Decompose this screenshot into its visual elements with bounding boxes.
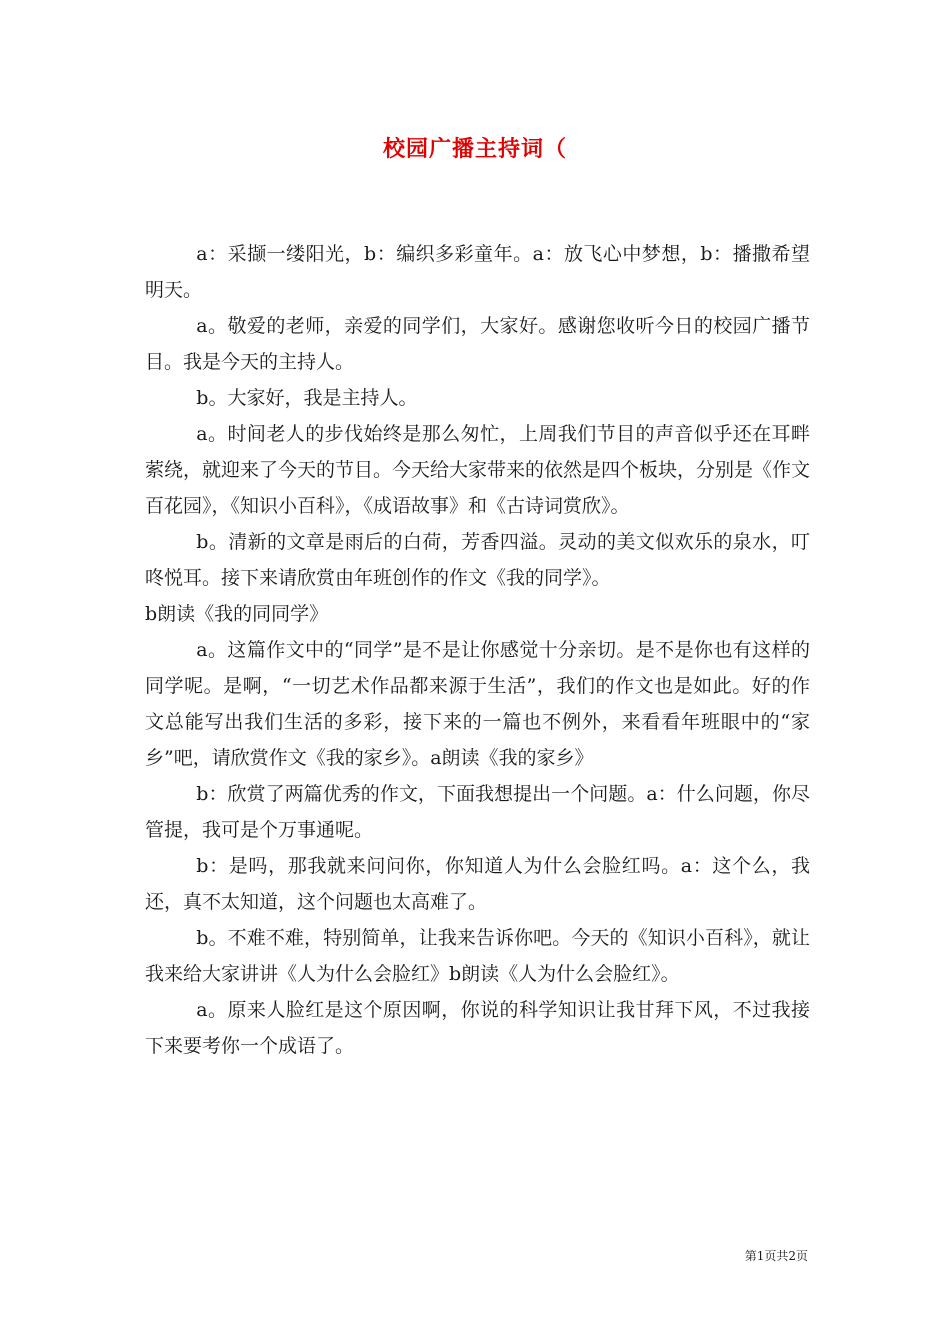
paragraph: b。清新的文章是雨后的白荷，芳香四溢。灵动的美文似欢乐的泉水，叮咚悦耳。接下来请欣赏由年班创作的作文《我的同学》。 bbox=[145, 531, 810, 589]
paragraph: b：欣赏了两篇优秀的作文，下面我想提出一个问题。a：什么问题，你尽管提，我可是个万事通呢。 bbox=[145, 783, 810, 841]
paragraph: a。原来人脸红是这个原因啊，你说的科学知识让我甘拜下风，不过我接下来要考你一个成语了。 bbox=[145, 999, 810, 1057]
paragraph: b：是吗，那我就来问问你，你知道人为什么会脸红吗。a：这个么，我还，真不太知道，这个问题也太高难了。 bbox=[145, 855, 810, 913]
page-number: 第1页共2页 bbox=[744, 1249, 808, 1263]
document-body bbox=[145, 236, 810, 1064]
paragraph: b。不难不难，特别简单，让我来告诉你吧。今天的《知识小百科》，就让我来给大家讲讲《人为什么会脸红》b朗读《人为什么会脸红》。 bbox=[145, 927, 810, 985]
paragraph: a。这篇作文中的“同学”是不是让你感觉十分亲切。是不是你也有这样的同学呢。是啊，“一切艺术作品都来源于生活”，我们的作文也是如此。好的作文总能写出我们生活的多彩，接下来的一篇也不例外，来看看年班眼中的“家乡”吧，请欣赏作文《我的家乡》。a朗读《我的家乡》 bbox=[145, 639, 810, 769]
paragraph: a。敬爱的老师，亲爱的同学们，大家好。感谢您收听今日的校园广播节目。我是今天的主持人。 bbox=[145, 315, 810, 373]
paragraph: b。大家好，我是主持人。 bbox=[196, 387, 418, 409]
paragraph: b朗读《我的同同学》 bbox=[145, 603, 329, 625]
paragraph: a：采撷一缕阳光，b：编织多彩童年。a：放飞心中梦想，b：播撒希望明天。 bbox=[145, 243, 810, 301]
document-title: 校园广播主持词（ bbox=[382, 136, 567, 162]
paragraph: a。时间老人的步伐始终是那么匆忙，上周我们节目的声音似乎还在耳畔萦绕，就迎来了今天的节目。今天给大家带来的依然是四个板块，分别是《作文百花园》，《知识小百科》，《成语故事》和《古诗词赏欣》。 bbox=[145, 423, 811, 517]
